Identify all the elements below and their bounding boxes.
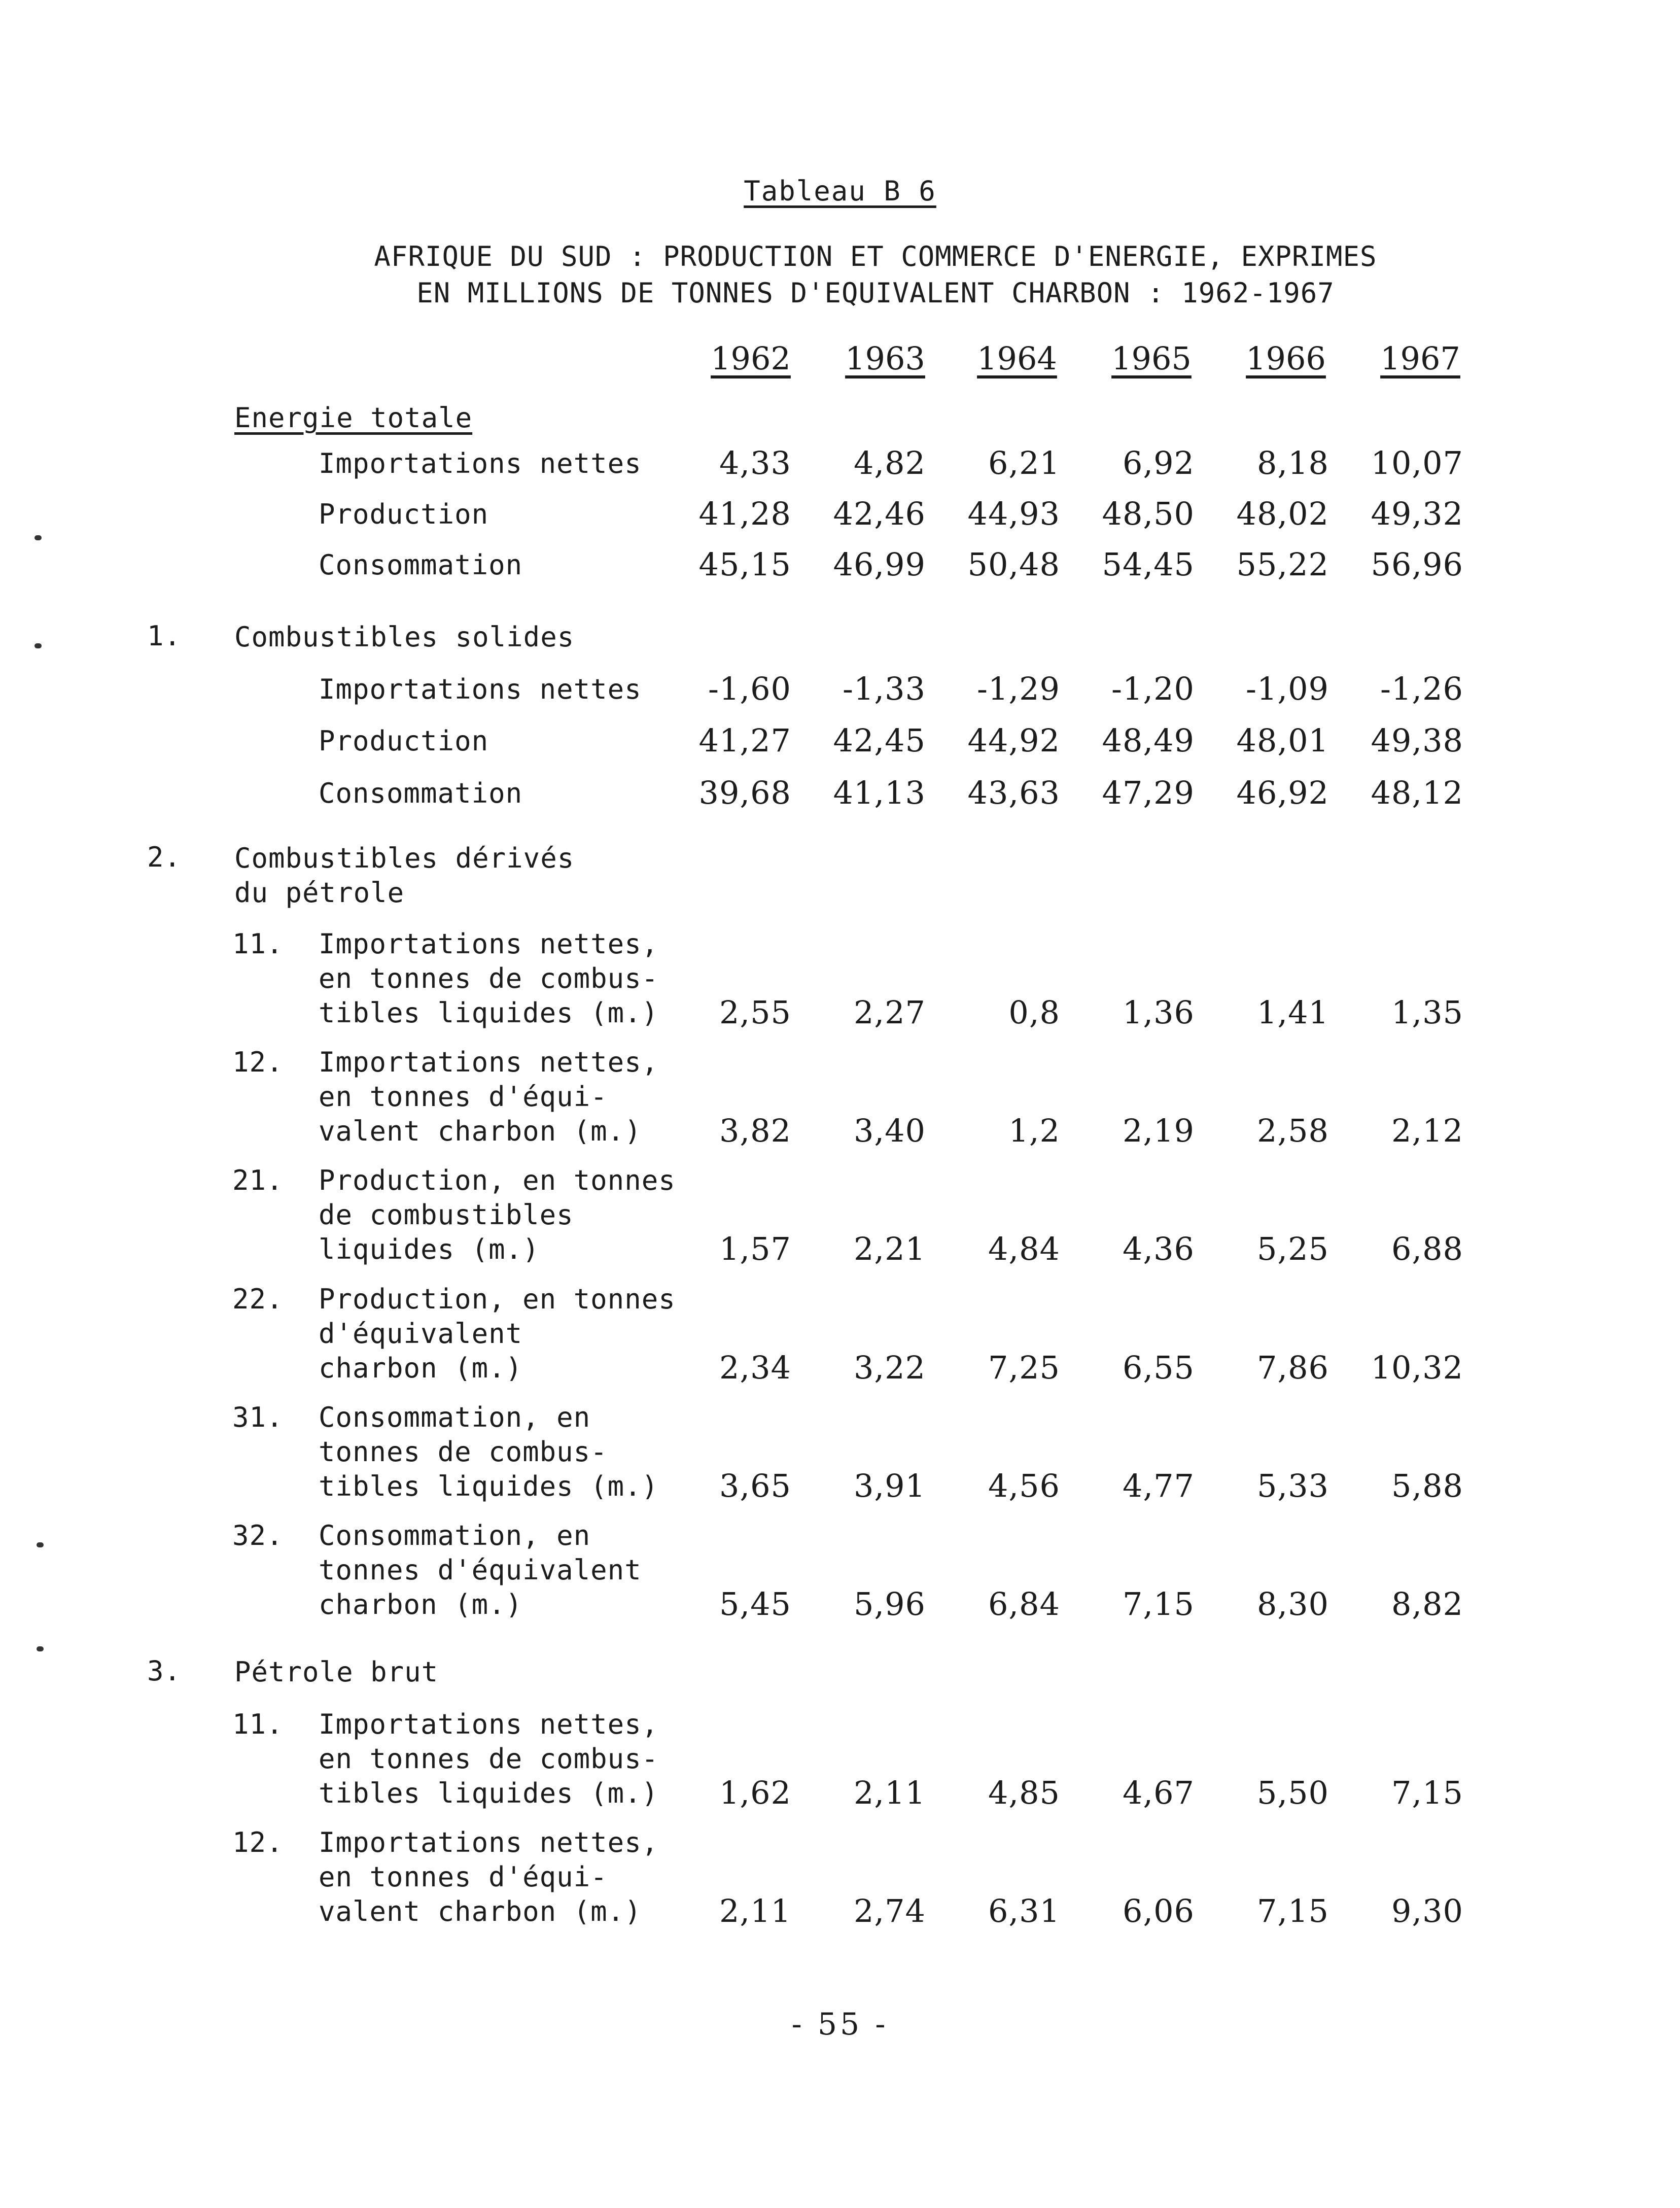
row-label: charbon (m.) bbox=[319, 1589, 523, 1620]
row-number: 22. bbox=[232, 1283, 284, 1315]
table-title-line-2: EN MILLIONS DE TONNES D'EQUIVALENT CHARBON : 1962-1967 bbox=[416, 277, 1335, 309]
table-cell-value: 4,33 bbox=[719, 444, 791, 481]
table-cell-value: 49,32 bbox=[1371, 495, 1463, 532]
table-caption-text: Tableau B 6 bbox=[744, 175, 936, 207]
table-cell-value: 4,82 bbox=[853, 444, 926, 481]
table-cell-value: 5,96 bbox=[853, 1585, 926, 1623]
table-cell-value: 47,29 bbox=[1102, 774, 1195, 811]
table-cell-value: 2,19 bbox=[1122, 1112, 1195, 1149]
table-cell-value: 49,38 bbox=[1371, 722, 1463, 759]
table-cell-value: 2,34 bbox=[719, 1349, 791, 1386]
table-cell-value: -1,29 bbox=[977, 670, 1060, 707]
table-cell-value: 41,13 bbox=[833, 774, 926, 811]
row-number: 11. bbox=[232, 1708, 284, 1740]
row-label: Importations nettes, bbox=[319, 1708, 659, 1740]
row-label: tibles liquides (m.) bbox=[319, 997, 659, 1029]
table-cell-value: 2,55 bbox=[719, 994, 791, 1031]
row-number: 31. bbox=[232, 1401, 284, 1433]
table-cell-value: 2,27 bbox=[853, 994, 926, 1031]
row-label: de combustibles bbox=[319, 1199, 574, 1231]
table-cell-value: 48,49 bbox=[1102, 722, 1195, 759]
section-number: 1. bbox=[147, 620, 182, 652]
table-cell-value: 46,92 bbox=[1236, 774, 1329, 811]
row-label: Production, en tonnes bbox=[319, 1164, 676, 1196]
table-cell-value: 6,31 bbox=[988, 1892, 1060, 1929]
table-cell-value: -1,26 bbox=[1380, 670, 1463, 707]
table-cell-value: 1,62 bbox=[719, 1774, 791, 1811]
table-cell-value: 2,74 bbox=[853, 1892, 926, 1929]
table-cell-value: 54,45 bbox=[1102, 546, 1195, 583]
table-cell-value: 43,63 bbox=[967, 774, 1060, 811]
year-header-1966: 1966 bbox=[1246, 340, 1326, 377]
table-cell-value: 46,99 bbox=[833, 546, 926, 583]
year-header-1965: 1965 bbox=[1111, 340, 1192, 377]
table-cell-value: 2,58 bbox=[1256, 1112, 1329, 1149]
scan-mark bbox=[34, 535, 42, 540]
row-label: Importations nettes bbox=[319, 673, 642, 705]
row-label: Importations nettes, bbox=[319, 1046, 659, 1078]
table-cell-value: 5,33 bbox=[1256, 1467, 1329, 1504]
table-cell-value: 0,8 bbox=[1008, 994, 1060, 1031]
table-cell-value: -1,33 bbox=[843, 670, 926, 707]
table-cell-value: 6,92 bbox=[1122, 444, 1195, 481]
table-cell-value: 8,30 bbox=[1256, 1585, 1329, 1623]
table-cell-value: 4,85 bbox=[988, 1774, 1060, 1811]
table-cell-value: 2,21 bbox=[853, 1230, 926, 1267]
table-cell-value: 6,84 bbox=[988, 1585, 1060, 1623]
row-label: Consommation bbox=[319, 549, 523, 581]
table-cell-value: 8,82 bbox=[1391, 1585, 1463, 1623]
row-number: 11. bbox=[232, 928, 284, 960]
table-cell-value: 7,86 bbox=[1256, 1349, 1329, 1386]
table-cell-value: 50,48 bbox=[967, 546, 1060, 583]
row-label: en tonnes d'équi- bbox=[319, 1081, 608, 1113]
row-label: Consommation bbox=[319, 777, 523, 809]
table-cell-value: 6,21 bbox=[988, 444, 1060, 481]
table-cell-value: 7,15 bbox=[1391, 1774, 1463, 1811]
section-title: Combustibles solides bbox=[234, 621, 575, 653]
year-header-1963: 1963 bbox=[845, 340, 925, 377]
table-cell-value: 1,2 bbox=[1008, 1112, 1060, 1149]
table-cell-value: 5,88 bbox=[1391, 1467, 1463, 1504]
table-cell-value: 3,40 bbox=[853, 1112, 926, 1149]
table-cell-value: 3,22 bbox=[853, 1349, 926, 1386]
table-cell-value: 7,15 bbox=[1122, 1585, 1195, 1623]
row-label: en tonnes de combus- bbox=[319, 962, 659, 994]
row-label: Production bbox=[319, 725, 489, 757]
row-label: liquides (m.) bbox=[319, 1233, 540, 1265]
row-label: en tonnes de combus- bbox=[319, 1743, 659, 1775]
table-cell-value: 3,82 bbox=[719, 1112, 791, 1149]
table-cell-value: 1,36 bbox=[1122, 994, 1195, 1031]
table-cell-value: 3,91 bbox=[853, 1467, 926, 1504]
row-number: 32. bbox=[232, 1520, 284, 1551]
row-label: valent charbon (m.) bbox=[319, 1115, 642, 1147]
row-label: en tonnes d'équi- bbox=[319, 1861, 608, 1893]
scan-mark bbox=[37, 1542, 44, 1547]
table-cell-value: 5,50 bbox=[1256, 1774, 1329, 1811]
table-cell-value: 3,65 bbox=[719, 1467, 791, 1504]
row-label: Importations nettes, bbox=[319, 1826, 659, 1858]
table-cell-value: 4,77 bbox=[1122, 1467, 1195, 1504]
table-cell-value: 2,12 bbox=[1391, 1112, 1463, 1149]
section-number: 2. bbox=[147, 841, 182, 873]
page-number: - 55 - bbox=[791, 2007, 889, 2042]
table-cell-value: 48,12 bbox=[1371, 774, 1463, 811]
table-cell-value: 1,57 bbox=[719, 1230, 791, 1267]
table-cell-value: 6,06 bbox=[1122, 1892, 1195, 1929]
table-cell-value: 55,22 bbox=[1236, 546, 1329, 583]
row-label: d'équivalent bbox=[319, 1318, 523, 1350]
table-cell-value: 10,07 bbox=[1371, 444, 1463, 481]
section-title: du pétrole bbox=[234, 877, 405, 909]
section-title: Energie totale bbox=[234, 402, 473, 434]
table-cell-value: 1,41 bbox=[1256, 994, 1329, 1031]
table-cell-value: 9,30 bbox=[1391, 1892, 1463, 1929]
table-cell-value: 5,25 bbox=[1256, 1230, 1329, 1267]
table-cell-value: 42,45 bbox=[833, 722, 926, 759]
table-cell-value: 5,45 bbox=[719, 1585, 791, 1623]
table-cell-value: 2,11 bbox=[719, 1892, 791, 1929]
table-cell-value: 41,27 bbox=[698, 722, 791, 759]
section-title: Combustibles dérivés bbox=[234, 842, 575, 874]
row-number: 12. bbox=[232, 1826, 284, 1858]
row-label: Importations nettes, bbox=[319, 928, 659, 960]
table-cell-value: 44,93 bbox=[967, 495, 1060, 532]
scan-mark bbox=[37, 1646, 44, 1651]
table-cell-value: 56,96 bbox=[1371, 546, 1463, 583]
row-label: tibles liquides (m.) bbox=[319, 1777, 659, 1809]
table-cell-value: 45,15 bbox=[698, 546, 791, 583]
year-header-1964: 1964 bbox=[977, 340, 1057, 377]
row-label: tibles liquides (m.) bbox=[319, 1470, 659, 1502]
row-label: tonnes de combus- bbox=[319, 1436, 608, 1468]
row-number: 12. bbox=[232, 1046, 284, 1078]
table-cell-value: 4,84 bbox=[988, 1230, 1060, 1267]
row-label: Consommation, en bbox=[319, 1401, 591, 1433]
table-cell-value: 6,88 bbox=[1391, 1230, 1463, 1267]
table-cell-value: 48,50 bbox=[1102, 495, 1195, 532]
row-label: Production bbox=[319, 498, 489, 530]
table-cell-value: 4,67 bbox=[1122, 1774, 1195, 1811]
table-cell-value: 48,02 bbox=[1236, 495, 1329, 532]
row-label: valent charbon (m.) bbox=[319, 1895, 642, 1927]
table-cell-value: 48,01 bbox=[1236, 722, 1329, 759]
table-cell-value: -1,09 bbox=[1246, 670, 1329, 707]
year-header-1967: 1967 bbox=[1380, 340, 1460, 377]
table-cell-value: 7,15 bbox=[1256, 1892, 1329, 1929]
table-cell-value: -1,20 bbox=[1111, 670, 1195, 707]
table-cell-value: -1,60 bbox=[708, 670, 791, 707]
table-cell-value: 2,11 bbox=[853, 1774, 926, 1811]
row-label: Importations nettes bbox=[319, 447, 642, 479]
year-header-1962: 1962 bbox=[711, 340, 791, 377]
scan-mark bbox=[34, 643, 42, 648]
row-label: Production, en tonnes bbox=[319, 1283, 676, 1315]
table-cell-value: 44,92 bbox=[967, 722, 1060, 759]
table-cell-value: 8,18 bbox=[1256, 444, 1329, 481]
table-cell-value: 42,46 bbox=[833, 495, 926, 532]
table-cell-value: 1,35 bbox=[1391, 994, 1463, 1031]
table-cell-value: 10,32 bbox=[1371, 1349, 1463, 1386]
section-title: Pétrole brut bbox=[234, 1656, 439, 1688]
table-cell-value: 41,28 bbox=[698, 495, 791, 532]
table-title-line-1: AFRIQUE DU SUD : PRODUCTION ET COMMERCE D'ENERGIE, EXPRIMES bbox=[374, 240, 1377, 272]
section-number: 3. bbox=[147, 1655, 182, 1687]
table-cell-value: 4,36 bbox=[1122, 1230, 1195, 1267]
row-label: tonnes d'équivalent bbox=[319, 1554, 642, 1586]
table-cell-value: 39,68 bbox=[698, 774, 791, 811]
table-cell-value: 7,25 bbox=[988, 1349, 1060, 1386]
row-label: charbon (m.) bbox=[319, 1352, 523, 1384]
table-cell-value: 6,55 bbox=[1122, 1349, 1195, 1386]
table-cell-value: 4,56 bbox=[988, 1467, 1060, 1504]
row-number: 21. bbox=[232, 1164, 284, 1196]
row-label: Consommation, en bbox=[319, 1520, 591, 1551]
